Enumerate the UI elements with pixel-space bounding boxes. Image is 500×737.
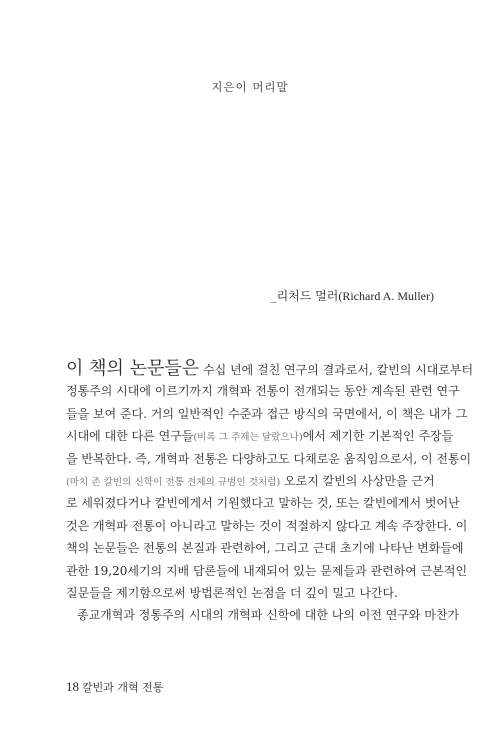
text-line: 을 반복한다. 즉, 개혁파 전통은 다양하고도 다채로운 움직임으로서, 이 전통이 [66,451,472,466]
text-line: 것은 개혁파 전통이 아니라고 말하는 것이 적절하지 않다고 계속 주장한다. 이 [66,518,468,533]
page-footer [66,679,163,695]
running-title: 칼빈과 개혁 전통 [82,681,164,694]
body-text [66,358,474,627]
text-line: 정통주의 시대에 이르기까지 개혁파 전통이 전개되는 동안 계속된 관련 연구 [66,384,460,399]
text-fragment: 오로지 칼빈의 사상만을 근거 [280,473,435,488]
author-name-korean: _리처드 멀러 [270,289,339,303]
author-name-english: (Richard A. Muller) [338,289,434,303]
page-number: 18 [66,679,79,694]
text-line [66,358,474,380]
text-line: 관한 19,20세기의 지배 담론들에 내재되어 있는 문제들과 관련하여 근본적인 [66,563,468,578]
text-line [66,470,434,492]
author-signature [271,287,434,304]
text-line: 들을 보여 준다. 거의 일반적인 수준과 접근 방식의 국면에서, 이 책은 내가 그 [66,406,468,421]
text-line: 로 세워졌다거나 칼빈에게서 기원했다고 말하는 것, 또는 칼빈에게서 벗어난 [66,496,460,511]
section-title: 지은이 머리말 [211,80,289,94]
text-line: 책의 논문들은 전통의 본질과 관련하여, 그리고 근대 초기에 나타난 변화들에 [66,541,464,556]
text-line: 종교개혁과 정통주의 시대의 개혁파 신학에 대한 나의 이전 연구와 마찬가 [77,608,460,623]
text-fragment: 에서 제기한 기본적인 주장들 [302,429,454,444]
text-fragment: 시대에 대한 다른 연구들 [66,429,194,444]
parenthetical-note: (비록 그 주제는 달랐으나) [193,432,303,444]
text-line [66,425,454,447]
lead-phrase: 이 책의 논문들은 [66,358,200,379]
text-fragment: 수십 년에 걸친 연구의 결과로서, 칼빈의 시대로부터 [199,363,474,377]
text-line: 질문들을 제기함으로써 방법론적인 논점을 더 깊이 밀고 나간다. [66,585,398,600]
parenthetical-note: (마치 존 칼빈의 신학이 전통 전체의 규범인 것처럼) [66,476,281,488]
